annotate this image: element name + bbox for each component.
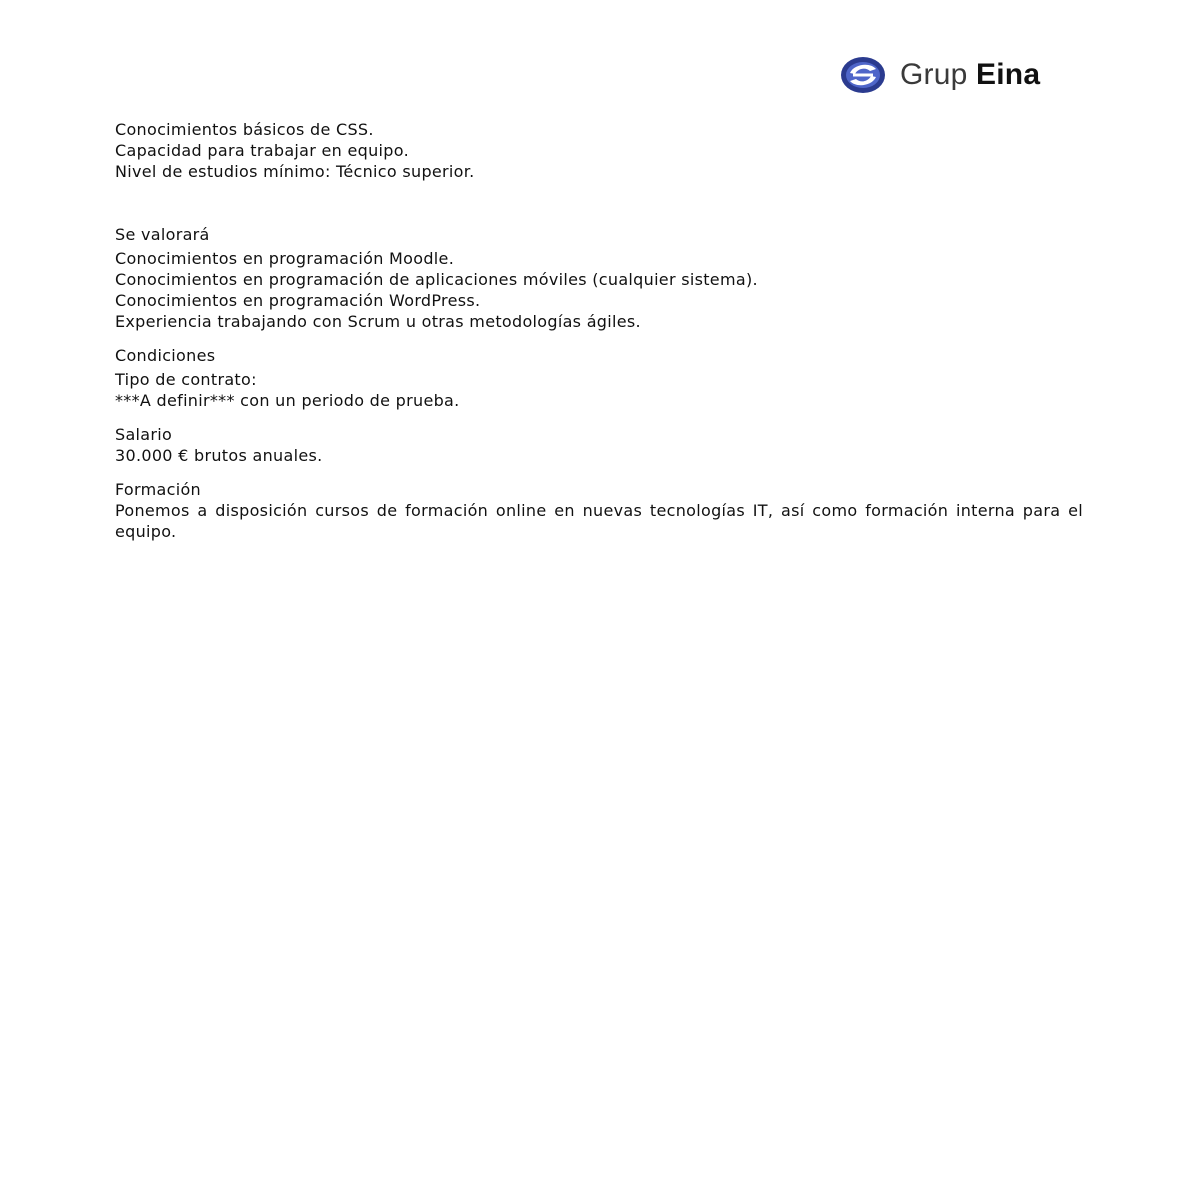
logo-text: [900, 56, 1040, 94]
training-title: Formación: [115, 480, 201, 499]
requirement-line: Capacidad para trabajar en equipo.: [115, 141, 409, 160]
logo-word-eina: Eina: [976, 58, 1041, 91]
job-offer-body: [115, 119, 1083, 542]
salary-title: Salario: [115, 425, 173, 444]
valued-line: Conocimientos en programación WordPress.: [115, 291, 481, 310]
valued-title: Se valorará: [115, 225, 210, 244]
requirement-line: Conocimientos básicos de CSS.: [115, 120, 374, 139]
company-logo: [840, 56, 1040, 94]
training-section: [115, 479, 1083, 542]
valued-line: Conocimientos en programación de aplicaciones móviles (cualquier sistema).: [115, 270, 758, 289]
training-text: Ponemos a disposición cursos de formación online en nuevas tecnologías IT, así como formación interna para el equipo.: [115, 501, 1083, 541]
requirements-section: [115, 119, 1083, 182]
conditions-title: Condiciones: [115, 346, 216, 365]
valued-section: [115, 224, 1083, 332]
contract-type-value: ***A definir*** con un periodo de prueba.: [115, 391, 460, 410]
logo-word-grup: Grup: [900, 58, 968, 91]
requirement-line: Nivel de estudios mínimo: Técnico superior.: [115, 162, 475, 181]
grup-eina-logo-icon: [840, 56, 886, 94]
valued-line: Conocimientos en programación Moodle.: [115, 249, 455, 268]
salary-section: [115, 424, 1083, 466]
valued-line: Experiencia trabajando con Scrum u otras metodologías ágiles.: [115, 312, 641, 331]
conditions-section: [115, 345, 1083, 411]
salary-value: 30.000 € brutos anuales.: [115, 446, 323, 465]
contract-type-label: Tipo de contrato:: [115, 370, 257, 389]
